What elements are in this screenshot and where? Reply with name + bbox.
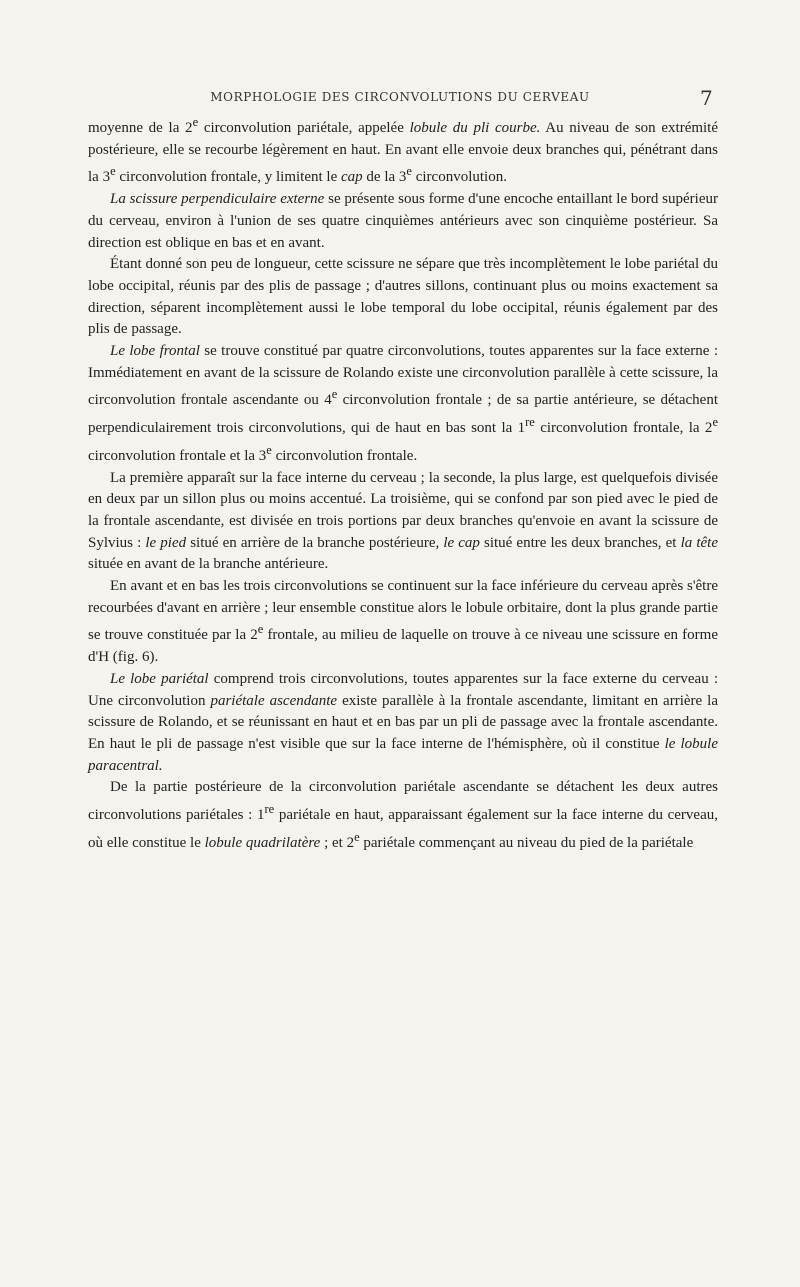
paragraph: Étant donné son peu de longueur, cette scissure ne sépare que très incomplètement le lobe pariétal du lobe occipital, réunis par des plis de passage ; d'autres sillons, continuant plus ou moins exactement sa direction, séparent incomplètement aussi le lobe temporal du lobe occipital, réunis également par des plis de passage.: [88, 256, 718, 338]
paragraph: La première apparaît sur la face interne du cerveau ; la seconde, la plus large, est quelquefois divisée en deux par un sillon plus ou moins accentué. La troisième, qui se confond par son pied avec le pied de la frontale ascendante, est divisée en trois portions par deux branches qu'envoie en avant la scissure de Sylvius : le pied situé en arrière de la branche postérieure, le cap situé entre les deux branches, et la tête située en avant de la branche antérieure.: [88, 469, 718, 573]
paragraph: En avant et en bas les trois circonvolutions se continuent sur la face inférieure du cerveau après s'être recourbées d'avant en arrière ; leur ensemble constitue alors le lobule orbitaire, dont la plus grande partie se trouve constituée par la 2e frontale, au milieu de laquelle on trouve à ce niveau une scissure en forme d'H (fig. 6).: [88, 578, 718, 666]
paragraph: La scissure perpendiculaire externe se présente sous forme d'une encoche entaillant le bord supérieur du cerveau, environ à l'union de ses quatre cinquièmes antérieurs avec son cinquième postérieur. Sa direction est oblique en bas et en avant.: [88, 191, 718, 251]
running-title: MORPHOLOGIE DES CIRCONVOLUTIONS DU CERVEAU: [210, 90, 590, 104]
paragraph: De la partie postérieure de la circonvolution pariétale ascendante se détachent les deux autres circonvolutions pariétales : 1re pariétale en haut, apparaissant également sur la face interne du cerveau, où elle constitue le lobule quadrilatère ; et 2e pariétale commençant au niveau du pied de la pariétale: [88, 779, 718, 851]
page-number: 7: [700, 86, 713, 110]
paragraph: moyenne de la 2e circonvolution pariétale, appelée lobule du pli courbe. Au niveau de son extrémité postérieure, elle se recourbe légèrement en haut. En avant elle envoie deux branches qui, pénétrant dans la 3e circonvolution frontale, y limitent le cap de la 3e circonvolution.: [88, 115, 719, 186]
paragraph: Le lobe pariétal comprend trois circonvolutions, toutes apparentes sur la face externe du cerveau : Une circonvolution pariétale ascendante existe parallèle à la frontale ascendante, limitant en arrière la scissure de Rolando, et se réunissant en haut et en bas par un pli de passage avec la frontale ascendante. En haut le pli de passage n'est visible que sur la face interne de l'hémisphère, où il constitue le lobule paracentral.: [88, 670, 718, 774]
body-text: [88, 112, 718, 855]
paragraph: Le lobe frontal se trouve constitué par quatre circonvolutions, toutes apparentes sur la face externe : Immédiatement en avant de la scissure de Rolando existe une circonvolution parallèle à cette scissure, la circonvolution frontale ascendante ou 4e circonvolution frontale ; de sa partie antérieure, se détachent perpendiculairement trois circonvolutions, qui de haut en bas sont la 1re circonvolution frontale, la 2e circonvolution frontale et la 3e circonvolution frontale.: [88, 343, 719, 464]
